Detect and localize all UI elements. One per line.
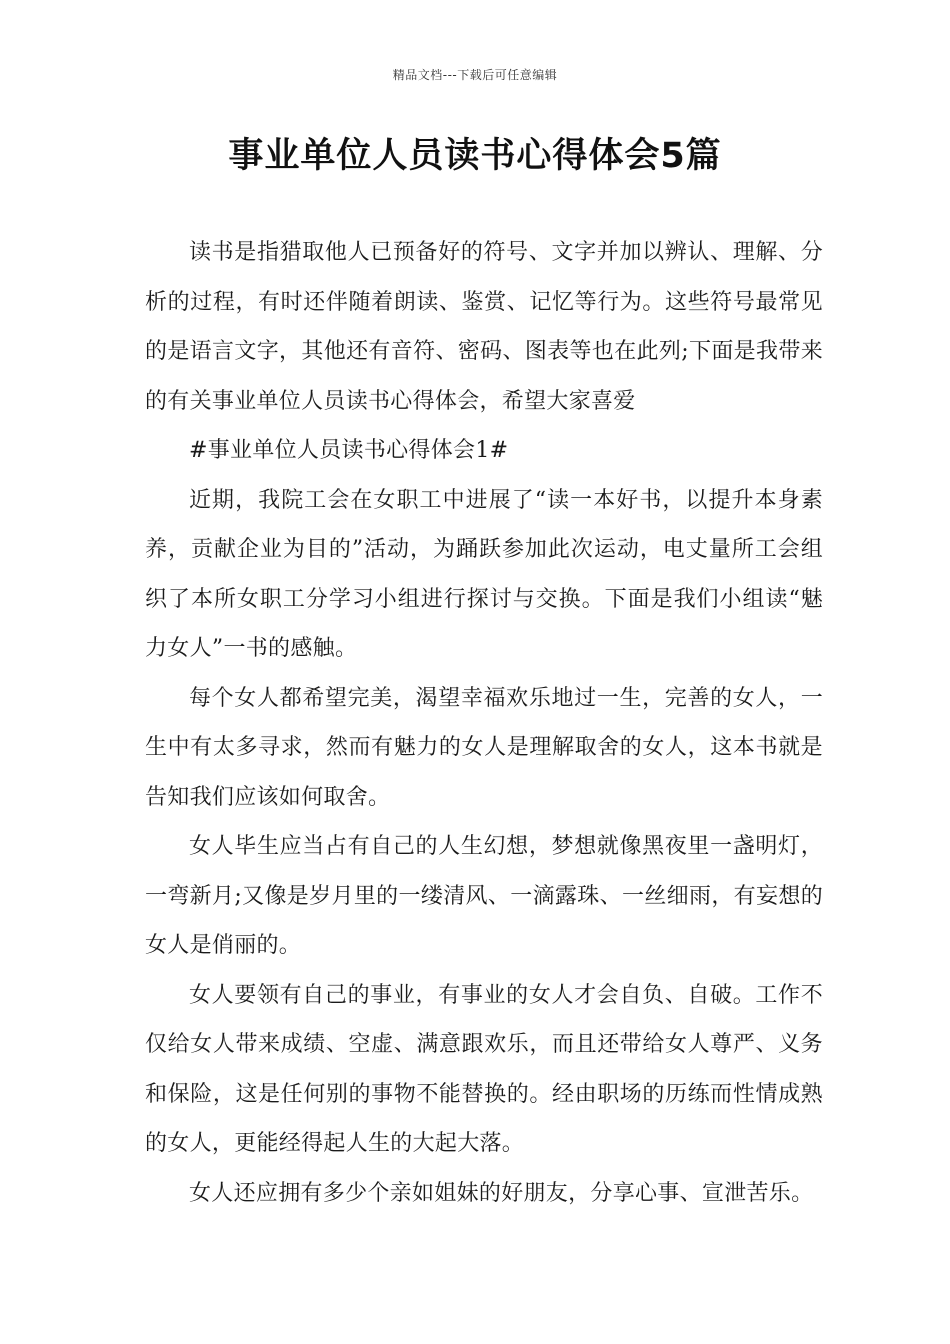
- paragraph-intro: 读书是指猎取他人已预备好的符号、文字并加以辨认、理解、分析的过程，有时还伴随着朗读、鉴赏、记忆等行为。这些符号最常见的是语言文字，其他还有音符、密码、图表等也在此列;下面是我带来的有关事业单位人员读书心得体会，希望大家喜爱: [145, 240, 823, 414]
- section-heading-1: #事业单位人员读书心得体会1#: [189, 438, 509, 463]
- paragraph: 近期，我院工会在女职工中进展了“读一本好书，以提升本身素养，贡献企业为目的”活动，为踊跃参加此次运动，电丈量所工会组织了本所女职工分学习小组进行探讨与交换。下面是我们小组读“魅力女人”一书的感触。: [145, 487, 823, 661]
- page-header-note: 精品文档---下载后可任意编辑: [392, 68, 558, 82]
- paragraph: 女人还应拥有多少个亲如姐妹的好朋友，分享心事、宣泄苦乐。: [189, 1180, 814, 1206]
- paragraph: 每个女人都希望完美，渴望幸福欢乐地过一生，完善的女人，一生中有太多寻求，然而有魅力的女人是理解取舍的女人，这本书就是告知我们应该如何取舍。: [145, 685, 823, 810]
- paragraph: 女人要领有自己的事业，有事业的女人才会自负、自破。工作不仅给女人带来成绩、空虚、满意跟欢乐，而且还带给女人尊严、义务和保险，这是任何别的事物不能替换的。经由职场的历练而性情成熟的女人，更能经得起人生的大起大落。: [145, 982, 823, 1156]
- document-title: 事业单位人员读书心得体会5篇: [228, 136, 722, 176]
- document-body: [145, 228, 823, 1218]
- paragraph: 女人毕生应当占有自己的人生幻想，梦想就像黑夜里一盏明灯，一弯新月;又像是岁月里的一缕清风、一滴露珠、一丝细雨，有妄想的女人是俏丽的。: [145, 834, 823, 958]
